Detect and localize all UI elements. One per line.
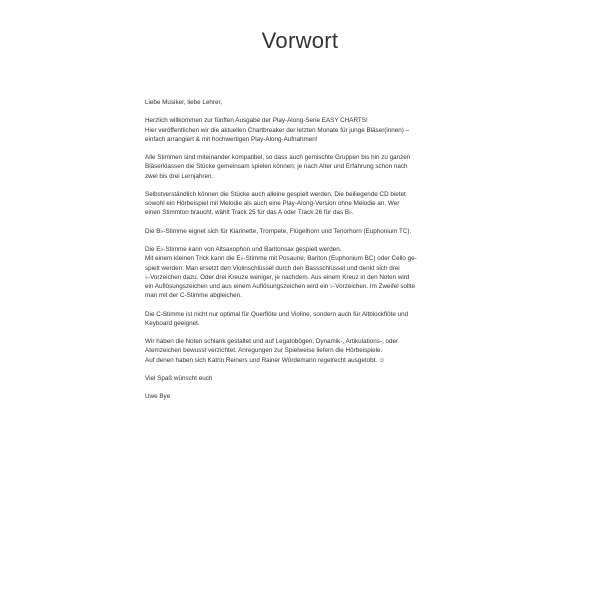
- text-line: spielt werden: Man ersetzt den Violinschlüssel durch den Bassschlüssel und denkt sich drei: [145, 264, 400, 272]
- text-line: Atemzeichen bewusst verzichtet. Anregungen zur Spielweise liefern die Hörbeispiele.: [145, 347, 383, 355]
- paragraph-eb-part: [145, 245, 490, 300]
- foreword-body: [145, 98, 490, 411]
- paragraph-welcome: [145, 116, 490, 144]
- text-line: Bläserklassen die Stücke gemeinsam spielen können; je nach Alter und Erfahrung schon nach: [145, 163, 408, 171]
- greeting: Liebe Musiker, liebe Lehrer,: [145, 99, 223, 106]
- text-line: einen Stimmton braucht, wählt Track 25 für das A oder Track 26 für das B♭.: [145, 209, 354, 217]
- page-title: Vorwort: [261, 28, 339, 53]
- text-line: Selbstverständlich können die Stücke auch alleine gespielt werden. Die beiliegende CD bietet: [145, 190, 406, 198]
- signature: Uwe Bye: [145, 393, 171, 401]
- paragraph-bb-part: [145, 227, 490, 236]
- text-line: Alle Stimmen sind miteinander kompatibel, so dass auch gemischte Gruppen bis hin zu ganzen: [145, 154, 411, 162]
- text-line: Die C-Stimme ist nicht nur optimal für Querflöte und Violine, sondern auch für Altblockflöte und: [145, 310, 409, 318]
- text-line: Die E♭-Stimme kann von Altsaxophon und Baritonsax gespielt werden.: [145, 246, 342, 254]
- text-line: einfach arrangiert & mit hochwertigen Play-Along-Aufnahmen!: [145, 135, 318, 143]
- text-line: Die B♭-Stimme eignet sich für Klarinette, Trompete, Flügelhorn und Tenorhorn (Euphonium TC).: [145, 227, 412, 235]
- closing-line: Viel Spaß wünscht euch: [145, 374, 213, 382]
- text-line: zwei bis drei Lernjahren.: [145, 172, 214, 180]
- paragraph-cd: [145, 190, 490, 218]
- text-line: ein Auflösungszeichen und aus einem Auflösungszeichen wird ein ♭-Vorzeichen. Im Zweifel sollte: [145, 282, 416, 290]
- paragraph-c-part: [145, 310, 490, 328]
- text-line: ♭-Vorzeichen dazu. Oder drei Kreuze weniger, je nachdem. Aus einem Kreuz in den Noten wird: [145, 273, 410, 281]
- text-line: Wir haben die Noten schlank gestaltet und auf Legatobögen, Dynamik-, Artikulations-, oder: [145, 338, 399, 346]
- text-line: sowohl ein Hörbeispiel mit Melodie als auch eine Play-Along-Version ohne Melodie an. Wer: [145, 200, 400, 208]
- paragraph-notes: [145, 337, 490, 365]
- text-line: Auf denen haben sich Katrin Reiners und Rainer Wördemann regelrecht ausgetobt. ☺: [145, 356, 386, 364]
- text-line: Hier veröffentlichen wir die aktuellen Chartbreaker der letzten Monate für junge Bläser(innen) –: [145, 126, 410, 134]
- text-line: Keyboard geeignet.: [145, 319, 200, 327]
- paragraph-compatibility: [145, 153, 490, 181]
- text-line: man mit der C-Stimme abgleichen.: [145, 292, 242, 300]
- text-line: Mit einem kleinen Trick kann die E♭-Stimme mit Posaune, Bariton (Euphonium BC) oder Cello ge-: [145, 255, 417, 263]
- text-line: Herzlich willkommen zur fünften Ausgabe der Play-Along-Serie EASY CHARTS!: [145, 117, 368, 125]
